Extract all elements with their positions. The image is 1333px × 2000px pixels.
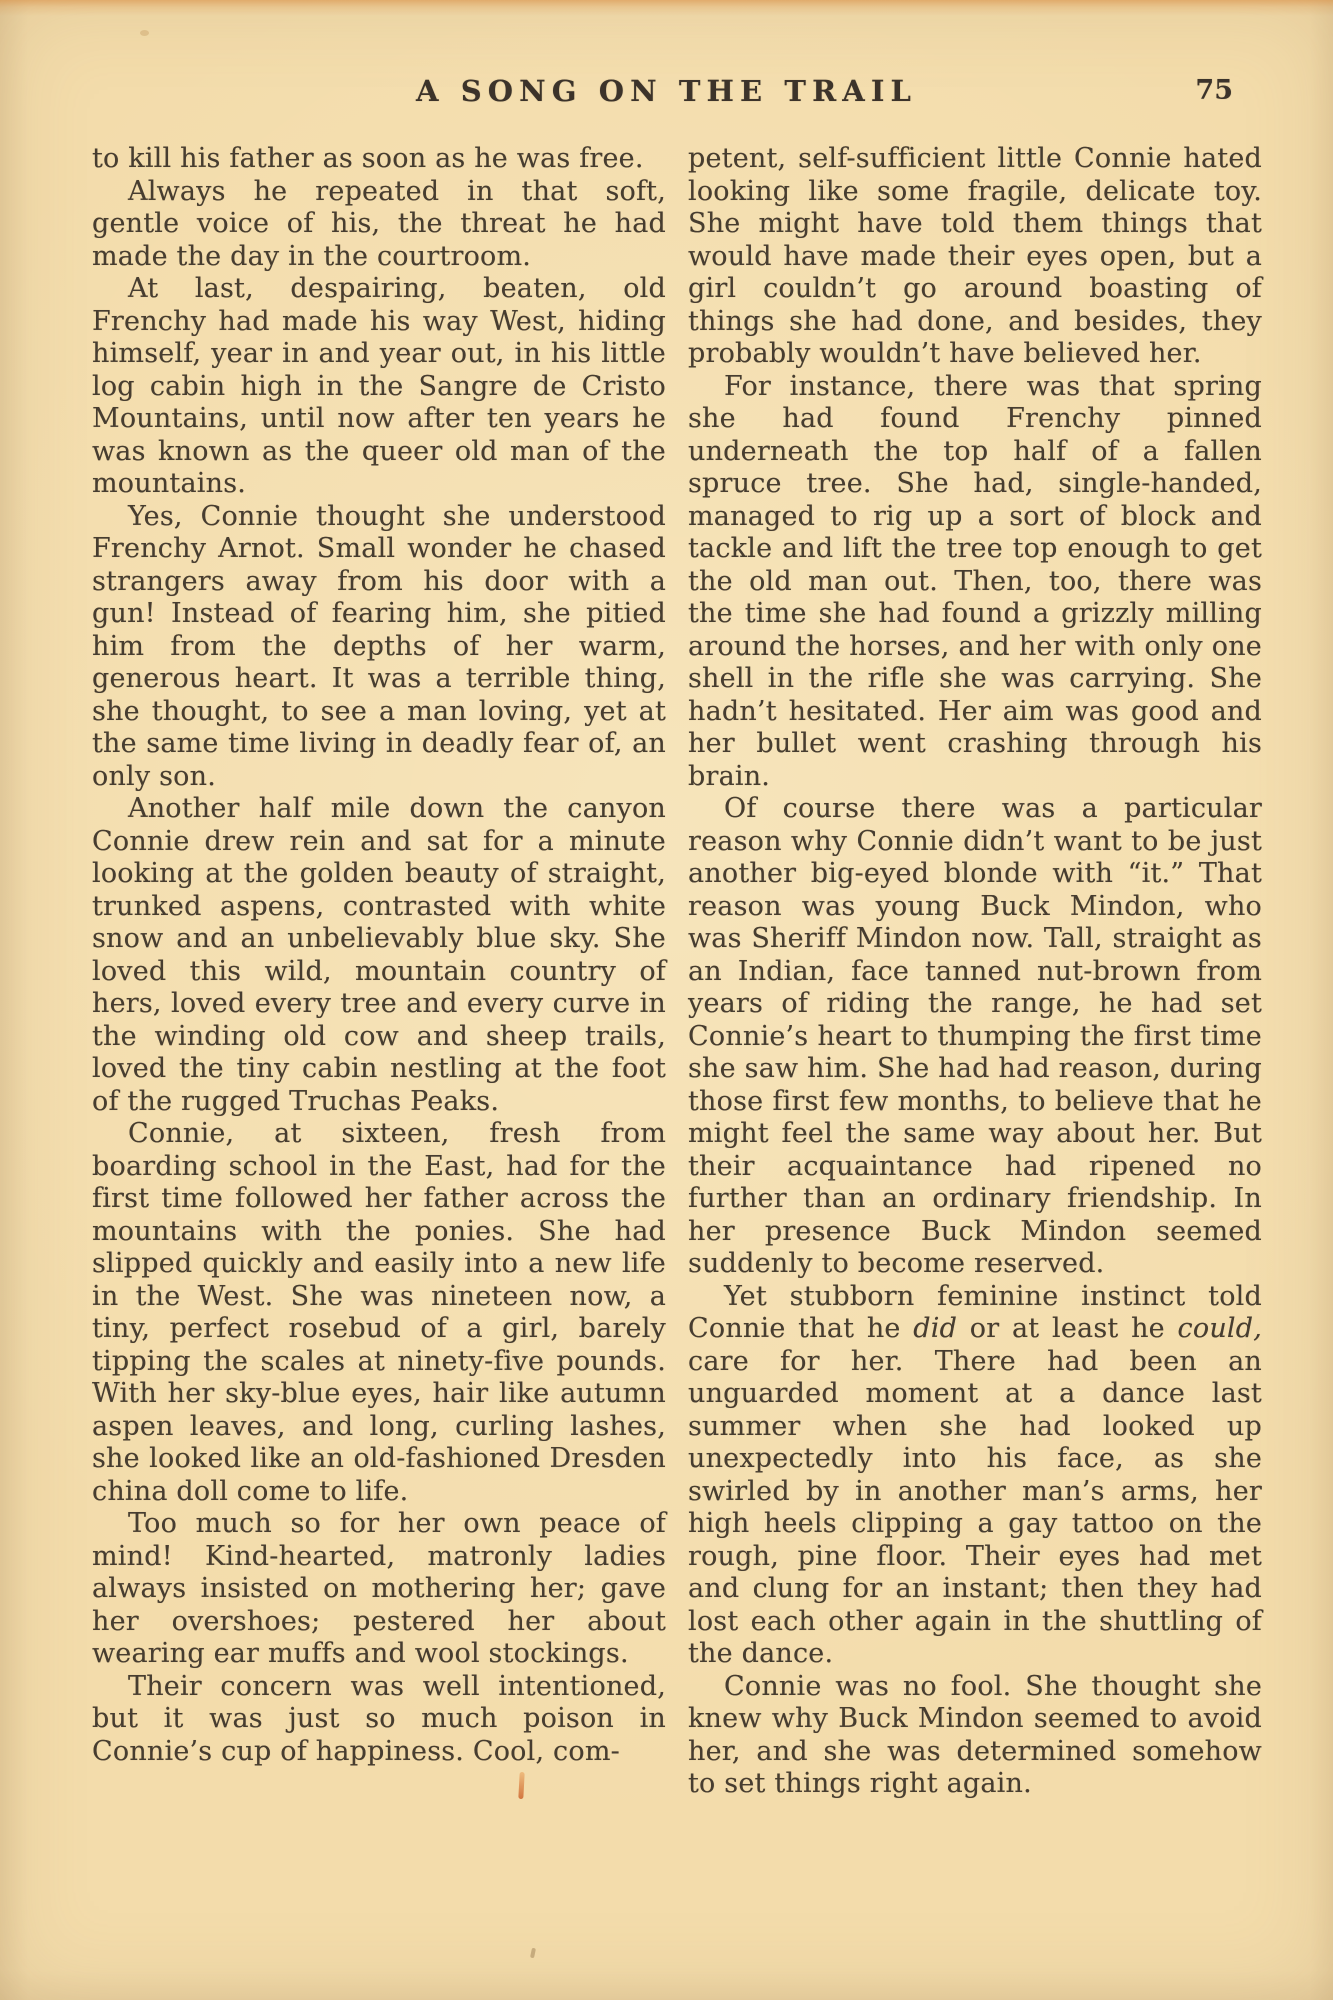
paragraph: Another half mile down the canyon Connie drew rein and sat for a minute looking at the golden beauty of straight, trunked aspens, contrasted with white snow and an unbelievably blue sky. She loved this wild, mountain country of hers, loved every tree and every curve in the winding old cow and sheep trails, loved the tiny cabin nestling at the foot of the rugged Truchas Peaks. (92, 793, 666, 1117)
paragraph: At last, despairing, beaten, old Frenchy had made his way West, hiding himself, year in and year out, in his little log cabin high in the Sangre de Cristo Mountains, until now after ten years he was known as the queer old man of the mountains. (92, 273, 666, 499)
paragraph: Connie, at sixteen, fresh from boarding school in the East, had for the first time followed her father across the mountains with the ponies. She had slipped quickly and easily into a new life in the West. She was nineteen now, a tiny, perfect rosebud of a girl, barely tipping the scales at ninety-five pounds. With her sky-blue eyes, hair like autumn aspen leaves, and long, curling lashes, she looked like an old-fashioned Dresden china doll come to life. (92, 1118, 666, 1507)
paragraph: Always he repeated in that soft, gentle voice of his, the threat he had made the day in the courtroom. (92, 175, 666, 272)
page-header (0, 74, 1333, 110)
page-number: 75 (1195, 75, 1233, 106)
text-column-left (92, 143, 666, 1768)
paragraph: Connie was no fool. She thought she knew why Buck Mindon seemed to avoid her, and she was determined somehow to set things right again. (688, 1670, 1262, 1799)
page-title: A SONG ON THE TRAIL (415, 74, 918, 108)
text-column-right (688, 143, 1262, 1801)
paragraph: For instance, there was that spring she had found Frenchy pinned underneath the top half of a fallen spruce tree. She had, single-handed, managed to rig up a sort of block and tackle and lift the tree top enough to get the old man out. Then, too, there was the time she had found a grizzly milling around the horses, and her with only one shell in the rifle she was carrying. She hadn’t hesitated. Her aim was good and her bullet went crashing through his brain. (688, 370, 1262, 792)
paragraph: Their concern was well intentioned, but it was just so much poison in Connie’s cup of happiness. Cool, com- (92, 1670, 666, 1767)
paragraph: Too much so for her own peace of mind! Kind-hearted, matronly ladies always insisted on mothering her; gave her overshoes; pestered her about wearing ear muffs and wool stockings. (92, 1508, 666, 1669)
paragraph: petent, self-sufficient little Connie hated looking like some fragile, delicate toy. She might have told them things that would have made their eyes open, but a girl couldn’t go around boasting of things she had done, and besides, they probably wouldn’t have believed her. (688, 143, 1262, 369)
paragraph: to kill his father as soon as he was free. (92, 143, 644, 174)
paragraph: Yes, Connie thought she understood Frenchy Arnot. Small wonder he chased strangers away from his door with a gun! Instead of fearing him, she pitied him from the depths of her warm, generous heart. It was a terrible thing, she thought, to see a man loving, yet at the same time living in deadly fear of, an only son. (92, 500, 666, 792)
paragraph: Yet stubborn feminine instinct told Connie that he did or at least he could, care for her. There had been an unguarded moment at a dance last summer when she had looked up unexpectedly into his face, as she swirled by in another man’s arms, her high heels clipping a gay tattoo on the rough, pine floor. Their eyes had met and clung for an instant; then they had lost each other again in the shuttling of the dance. (688, 1280, 1263, 1669)
paragraph: Of course there was a particular reason why Connie didn’t want to be just another big-eyed blonde with “it.” That reason was young Buck Mindon, who was Sheriff Mindon now. Tall, straight as an Indian, face tanned nut-brown from years of riding the range, he had set Connie’s heart to thumping the first time she saw him. She had had reason, during those first few months, to believe that he might feel the same way about her. But their acquaintance had ripened no further than an ordinary friendship. In her presence Buck Mindon seemed suddenly to become reserved. (688, 793, 1262, 1279)
